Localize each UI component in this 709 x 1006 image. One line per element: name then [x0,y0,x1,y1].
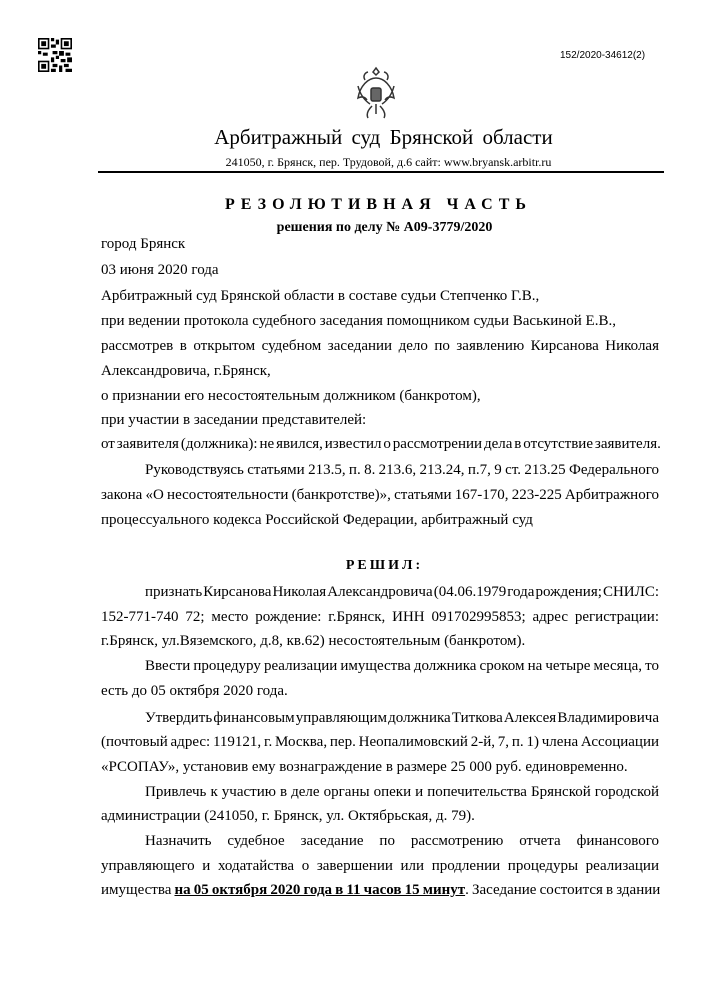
text-line: Привлечь к участию в деле органы опеки и попечительства Брянской городской [145,784,659,800]
text-line: Утвердить финансовым управляющим должника Титкова Алексея Владимировича [145,710,659,726]
header-divider [98,171,664,173]
text-line: «РСОПАУ», установив ему вознаграждение в размере 25 000 руб. единовременно. [101,759,628,775]
text-line: администрации (241050, г. Брянск, ул. Октябрьская, д. 79). [101,808,475,824]
text-line: закона «О несостоятельности (банкротстве)», статьями 167-170, 223-225 Арбитражного [101,487,659,503]
court-address: 241050, г. Брянск, пер. Трудовой, д.6 сайт: www.bryansk.arbitr.ru [225,155,552,169]
text-line: Назначить судебное заседание по рассмотрению отчета финансового [145,833,659,849]
decided-heading: РЕШИЛ: [345,558,424,573]
text-line: при ведении протокола судебного заседания помощником судьи Васькиной Е.В., [101,313,616,329]
text-line: о признании его несостоятельным должником (банкротом), [101,388,481,404]
document-number: 152/2020-34612(2) [560,50,646,61]
text-line: Ввести процедуру реализации имущества должника сроком на четыре месяца, то [145,658,659,674]
text-line: город Брянск [101,236,186,252]
hearing-line: имущества на 05 октября 2020 года в 11 часов 15 минут. Заседание состоится в здании [101,882,661,898]
qr-code-icon [38,38,72,72]
text-line: процессуального кодекса Российской Федерации, арбитражный суд [101,512,533,528]
text-line: 03 июня 2020 года [101,262,219,278]
text-line: Руководствуясь статьями 213.5, п. 8. 213.6, 213.24, п.7, 9 ст. 213.25 Федерального [145,462,659,478]
text-line: 152-771-740 72; место рождение: г.Брянск, ИНН 091702995853; адрес регистрации: [101,609,659,625]
text-line: при участии в заседании представителей: [101,412,367,428]
text-line: от заявителя (должника): не явился, известил о рассмотрении дела в отсутствие заявителя. [101,436,661,452]
coat-of-arms-icon [352,64,400,122]
text-line: Арбитражный суд Брянской области в составе судьи Степченко Г.В., [101,288,540,304]
court-name: Арбитражный суд Брянской области [214,125,553,149]
text-line: управляющего и ходатайства о завершении или продлении процедуры реализации [101,858,659,874]
text-line: г.Брянск, ул.Вяземского, д.8, кв.62) несостоятельным (банкротом). [101,633,526,649]
text-line: рассмотрев в открытом судебном заседании дело по заявлению Кирсанова Николая [101,338,659,354]
case-subtitle: решения по делу № А09-3779/2020 [276,220,493,235]
text-line: (почтовый адрес: 119121, г. Москва, пер. Неопалимовский 2-й, 7, п. 1) члена Ассоциации [101,734,659,750]
text-line: есть до 05 октября 2020 года. [101,683,288,699]
text-line: признать Кирсанова Николая Александровича (04.06.1979 года рождения; СНИЛС: [145,584,659,600]
document-title: РЕЗОЛЮТИВНАЯ ЧАСТЬ [225,196,532,213]
hearing-datetime: на 05 октября 2020 года в 11 часов 15 минут [174,882,466,898]
text-line: Александровича, г.Брянск, [101,363,271,379]
